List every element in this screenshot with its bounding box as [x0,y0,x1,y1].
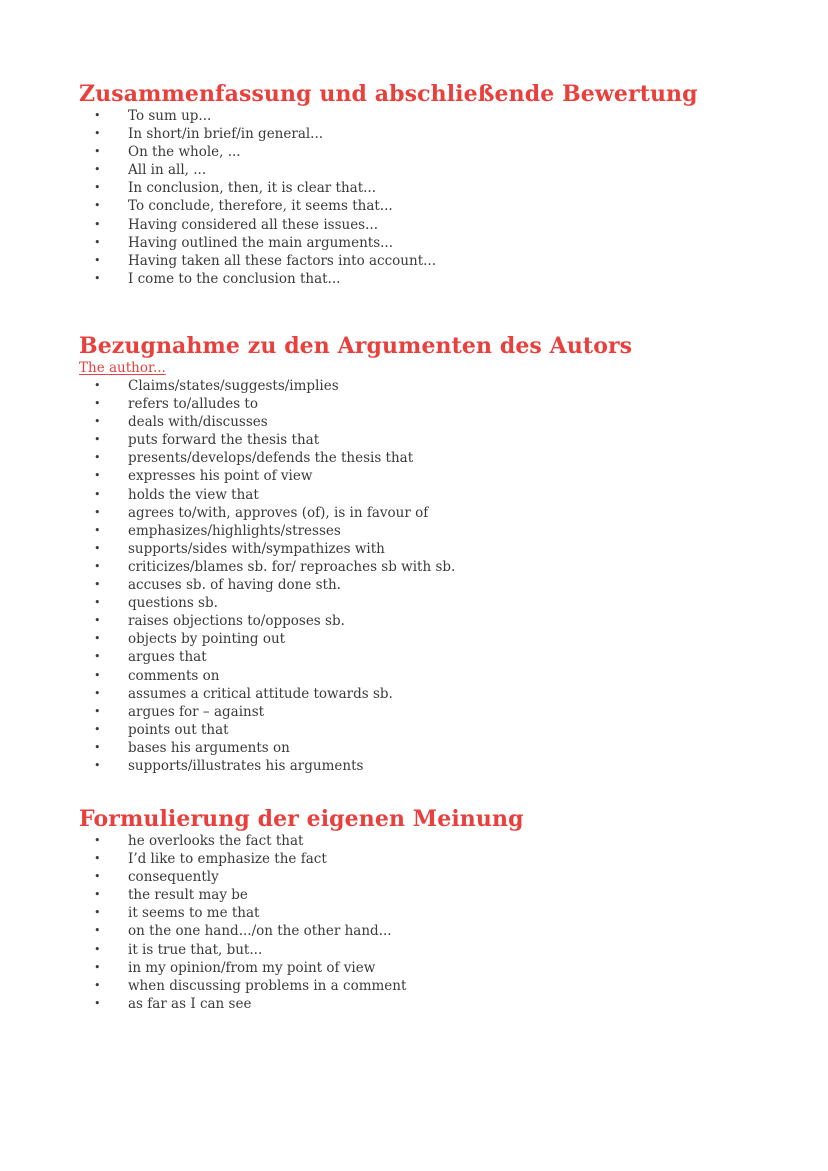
bullet-icon: • [94,379,101,392]
bullet-icon: • [94,722,101,736]
bullet-icon: • [94,686,101,700]
bullet-icon: • [94,145,101,159]
section-author-arguments [79,333,779,775]
bullet-icon: • [94,870,101,884]
list-item [79,904,779,922]
list-item-text: it seems to me that [128,905,260,922]
bullet-icon: • [94,505,101,519]
bullet-icon: • [94,996,101,1010]
bullet-icon: • [94,451,101,465]
list-item [79,270,779,288]
bullet-icon: • [94,469,101,483]
list-item [79,995,779,1013]
bullet-icon: • [94,578,101,592]
bullet-icon: • [94,271,101,285]
list-item [79,125,779,143]
bullet-icon: • [94,415,101,429]
bullet-icon: • [94,758,101,772]
list-item [79,685,779,703]
bullet-icon: • [94,740,101,754]
list-item [79,377,779,395]
list-item [79,868,779,886]
list-item [79,959,779,977]
list-item-text: as far as I can see [128,995,252,1012]
list-item [79,522,779,540]
section-summary [79,81,779,288]
bullet-icon: • [94,109,101,122]
list-item [79,504,779,522]
list-item-text: he overlooks the fact that [128,833,304,849]
bullet-icon: • [94,614,101,628]
list-item-text: the result may be [128,887,248,904]
bullet-icon: • [94,834,101,847]
list-item [79,161,779,179]
section-heading: Formulierung der eigenen Meinung [79,806,524,832]
bullet-icon: • [94,632,101,646]
list-item [79,576,779,594]
bullet-icon: • [94,217,101,231]
bullet-icon: • [94,960,101,974]
bullet-icon: • [94,668,101,682]
bullet-icon: • [94,163,101,177]
list-item-text: on the one hand.../on the other hand... [128,923,392,940]
list-item [79,413,779,431]
bullet-icon: • [94,253,101,267]
list-item-text: holds the view that [128,486,259,503]
list-item [79,431,779,449]
list-item-text: criticizes/blames sb. for/ reproaches sb with sb. [128,558,456,575]
list-item-text: Having taken all these factors into account... [128,252,436,269]
list-item-text: I’d like to emphasize the fact [128,851,327,868]
list-item [79,667,779,685]
list-item [79,395,779,413]
list-item-text: Having considered all these issues... [128,216,378,233]
list-item-text: All in all, ... [128,162,207,179]
list-item-text: in my opinion/from my point of view [128,959,376,976]
section-subheading: The author... [79,360,166,376]
list-item-text: To sum up... [128,108,212,124]
bullet-icon: • [94,596,101,610]
list-item-text: emphasizes/highlights/stresses [128,522,341,539]
list-item-text: refers to/alludes to [128,396,258,413]
list-item-text: points out that [128,721,229,738]
list-item-text: To conclude, therefore, it seems that... [128,198,393,215]
bullet-icon: • [94,942,101,956]
bullet-icon: • [94,924,101,938]
list-item [79,486,779,504]
list-item-text: questions sb. [128,595,218,612]
list-item-text: it is true that, but... [128,941,263,958]
list-item-text: In short/in brief/in general... [128,126,324,143]
list-item-text: bases his arguments on [128,739,290,756]
list-item [79,757,779,775]
list-item-text: presents/develops/defends the thesis that [128,450,414,467]
bullet-icon: • [94,888,101,902]
list-item [79,143,779,161]
list-item [79,216,779,234]
bullet-icon: • [94,433,101,447]
list-item-text: Claims/states/suggests/implies [128,378,339,394]
list-item [79,467,779,485]
list-item [79,703,779,721]
phrase-list [79,377,779,775]
bullet-icon: • [94,559,101,573]
list-item-text: agrees to/with, approves (of), is in favour of [128,504,429,521]
list-item [79,922,779,940]
list-item-text: In conclusion, then, it is clear that... [128,180,377,197]
bullet-icon: • [94,235,101,249]
list-item [79,612,779,630]
list-item-text: consequently [128,869,219,886]
list-item [79,630,779,648]
bullet-icon: • [94,181,101,195]
list-item [79,594,779,612]
bullet-icon: • [94,541,101,555]
bullet-icon: • [94,199,101,213]
bullet-icon: • [94,978,101,992]
list-item-text: I come to the conclusion that... [128,270,341,287]
list-item [79,941,779,959]
section-own-opinion [79,806,779,1013]
list-item-text: Having outlined the main arguments... [128,234,393,251]
list-item-text: On the whole, ... [128,144,241,161]
list-item-text: comments on [128,667,220,684]
phrase-list [79,832,779,1013]
bullet-icon: • [94,906,101,920]
bullet-icon: • [94,487,101,501]
list-item [79,558,779,576]
list-item-text: puts forward the thesis that [128,432,320,449]
list-item [79,179,779,197]
bullet-icon: • [94,650,101,664]
list-item-text: raises objections to/opposes sb. [128,613,345,630]
list-item-text: accuses sb. of having done sth. [128,577,341,594]
list-item-text: expresses his point of view [128,468,313,485]
bullet-icon: • [94,397,101,411]
list-item [79,107,779,125]
bullet-icon: • [94,852,101,866]
list-item [79,739,779,757]
section-heading: Bezugnahme zu den Argumenten des Autors [79,333,633,359]
bullet-icon: • [94,127,101,141]
list-item-text: supports/illustrates his arguments [128,757,364,774]
list-item [79,540,779,558]
list-item [79,234,779,252]
list-item-text: argues that [128,649,207,666]
list-item [79,449,779,467]
list-item [79,197,779,215]
list-item-text: objects by pointing out [128,631,286,648]
bullet-icon: • [94,523,101,537]
list-item [79,977,779,995]
list-item-text: argues for – against [128,703,265,720]
list-item [79,832,779,850]
phrase-list [79,107,779,288]
section-heading: Zusammenfassung und abschließende Bewertung [79,81,698,107]
list-item-text: when discussing problems in a comment [128,977,407,994]
list-item [79,721,779,739]
list-item [79,850,779,868]
list-item [79,252,779,270]
list-item [79,648,779,666]
bullet-icon: • [94,704,101,718]
list-item-text: assumes a critical attitude towards sb. [128,685,393,702]
list-item [79,886,779,904]
list-item-text: supports/sides with/sympathizes with [128,540,385,557]
list-item-text: deals with/discusses [128,414,268,431]
